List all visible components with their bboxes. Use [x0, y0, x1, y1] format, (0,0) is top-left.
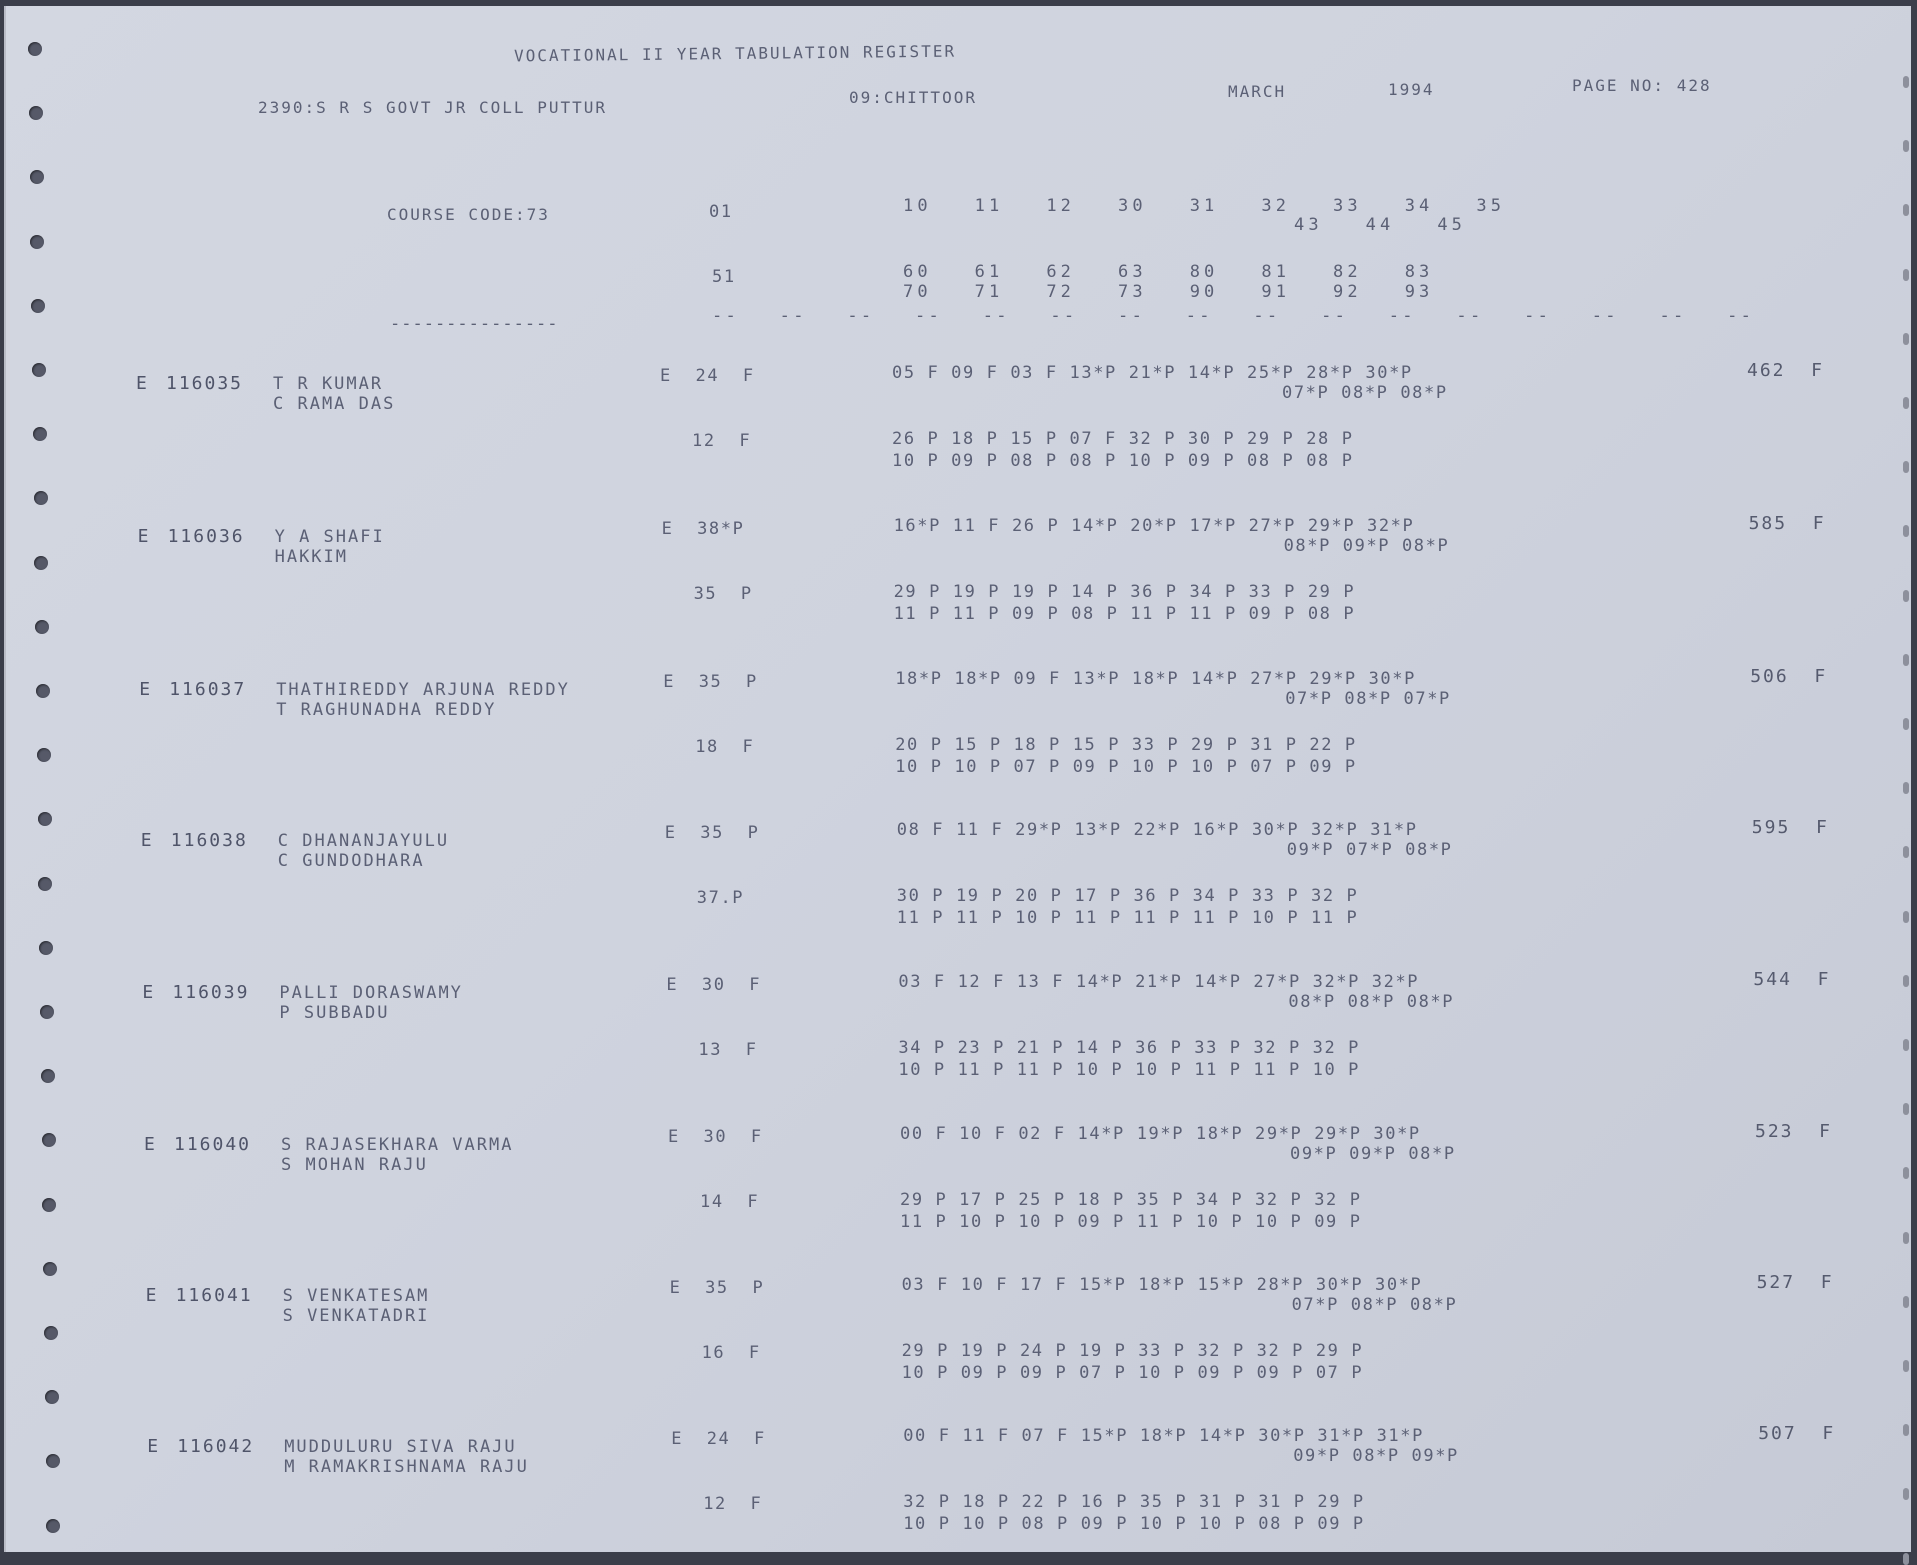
student-name: T R KUMAR — [273, 374, 384, 394]
marks-line-4: 10 P 11 P 11 P 10 P 10 P 11 P 11 P 10 P — [898, 1060, 1360, 1080]
sprocket-hole — [28, 42, 42, 56]
language-marks-2: 12 F — [703, 1494, 763, 1514]
sprocket-hole — [1903, 590, 1909, 602]
sprocket-hole — [1903, 1039, 1909, 1051]
record-medium: E — [136, 373, 149, 394]
sprocket-hole — [1903, 654, 1909, 666]
marks-line-1: 00 F 10 F 02 F 14*P 19*P 18*P 29*P 29*P 30*P — [900, 1124, 1421, 1144]
sprocket-hole — [1903, 1553, 1909, 1565]
separator-left: --------------- — [390, 314, 559, 334]
sprocket-hole — [32, 363, 46, 377]
sprocket-hole — [1903, 1296, 1909, 1308]
language-marks-2: 12 F — [692, 431, 752, 451]
marks-line-3: 29 P 17 P 25 P 18 P 35 P 34 P 32 P 32 P — [900, 1190, 1362, 1210]
father-name: T RAGHUNADHA REDDY — [276, 700, 497, 720]
separator-right: -- -- -- -- -- -- -- -- -- -- -- -- -- -- -- -- — [712, 306, 1755, 326]
code-col-first: 01 — [709, 202, 733, 222]
record-number: 116035 — [166, 373, 244, 394]
exam-month: MARCH — [1228, 82, 1287, 101]
record-medium: E — [137, 526, 151, 547]
sprocket-hole — [40, 1005, 54, 1019]
language-marks-2: 16 F — [701, 1343, 761, 1363]
marks-line-1: 05 F 09 F 03 F 13*P 21*P 14*P 25*P 28*P 30*P — [892, 363, 1413, 383]
sprocket-hole — [42, 1198, 56, 1212]
marks-line-1: 08 F 11 F 29*P 13*P 22*P 16*P 30*P 32*P 31*P — [896, 820, 1418, 840]
marks-line-3: 32 P 18 P 22 P 16 P 35 P 31 P 31 P 29 P — [903, 1492, 1365, 1512]
marks-line-2: 07*P 08*P 07*P — [1285, 689, 1451, 709]
marks-line-3: 29 P 19 P 19 P 14 P 36 P 34 P 33 P 29 P — [893, 582, 1356, 602]
record-number: 116042 — [177, 1436, 255, 1457]
father-name: C GUNDODHARA — [277, 851, 425, 871]
subject-codes-row1: 10 11 12 30 31 32 33 34 35 — [903, 196, 1506, 216]
sprocket-hole — [42, 1133, 56, 1147]
student-name: PALLI DORASWAMY — [279, 983, 463, 1003]
total-result: 507 F — [1758, 1423, 1836, 1444]
sprocket-hole — [35, 620, 49, 634]
language-marks-2: 35 P — [693, 584, 753, 604]
marks-line-3: 20 P 15 P 18 P 15 P 33 P 29 P 31 P 22 P — [895, 735, 1357, 755]
sprocket-hole — [1903, 1232, 1909, 1244]
language-marks-2: 14 F — [700, 1192, 760, 1212]
marks-line-1: 16*P 11 F 26 P 14*P 20*P 17*P 27*P 29*P 32*P — [893, 516, 1415, 536]
sprocket-hole — [44, 1326, 58, 1340]
register-title: VOCATIONAL II YEAR TABULATION REGISTER — [513, 41, 957, 66]
language-marks-1: E 24 F — [660, 366, 755, 386]
sprocket-hole — [1903, 333, 1909, 345]
district-name: 09:CHITTOOR — [849, 88, 977, 107]
record-medium: E — [147, 1436, 161, 1457]
student-name: Y A SHAFI — [274, 527, 385, 547]
sprocket-hole — [1903, 1488, 1909, 1500]
student-name: THATHIREDDY ARJUNA REDDY — [276, 680, 570, 700]
sprocket-hole — [29, 106, 43, 120]
marks-line-4: 10 P 09 P 09 P 07 P 10 P 09 P 09 P 07 P — [901, 1363, 1364, 1383]
marks-line-2: 09*P 09*P 08*P — [1290, 1144, 1456, 1164]
total-result: 595 F — [1751, 817, 1829, 838]
record-medium: E — [140, 830, 154, 851]
marks-line-3: 29 P 19 P 24 P 19 P 33 P 32 P 32 P 29 P — [901, 1341, 1364, 1361]
marks-line-4: 11 P 11 P 10 P 11 P 11 P 11 P 10 P 11 P — [896, 908, 1359, 928]
marks-line-4: 10 P 10 P 08 P 09 P 10 P 10 P 08 P 09 P — [903, 1514, 1365, 1534]
marks-line-4: 10 P 10 P 07 P 09 P 10 P 10 P 07 P 09 P — [895, 757, 1357, 777]
marks-line-2: 08*P 08*P 08*P — [1288, 992, 1455, 1012]
marks-line-2: 07*P 08*P 08*P — [1291, 1295, 1458, 1315]
marks-line-4: 11 P 11 P 09 P 08 P 11 P 11 P 09 P 08 P — [893, 604, 1356, 624]
record-number: 116036 — [167, 526, 245, 547]
language-marks-1: E 35 P — [669, 1278, 765, 1298]
course-code: COURSE CODE:73 — [387, 205, 550, 224]
marks-line-1: 03 F 10 F 17 F 15*P 18*P 15*P 28*P 30*P 30*P — [901, 1275, 1423, 1295]
record-medium: E — [139, 679, 153, 700]
sprocket-hole — [41, 1069, 55, 1083]
sprocket-hole — [31, 299, 45, 313]
sprocket-hole — [34, 491, 48, 505]
subject-codes-row1b: 43 44 45 — [1294, 215, 1467, 235]
total-result: 523 F — [1755, 1121, 1833, 1142]
subject-codes-row2: 60 61 62 63 80 81 82 83 — [903, 262, 1434, 282]
total-result: 462 F — [1747, 360, 1825, 381]
language-marks-2: 37.P — [696, 888, 745, 908]
language-marks-2: 13 F — [698, 1040, 758, 1060]
sprocket-hole — [1903, 140, 1909, 152]
sprocket-hole — [37, 748, 51, 762]
sprocket-hole — [1903, 782, 1909, 794]
sprocket-hole — [43, 1262, 57, 1276]
register-sheet — [4, 6, 1911, 1552]
sprocket-hole — [1903, 525, 1909, 537]
sprocket-hole — [1903, 718, 1909, 730]
student-name: MUDDULURU SIVA RAJU — [284, 1437, 517, 1457]
marks-line-1: 18*P 18*P 09 F 13*P 18*P 14*P 27*P 29*P 30*P — [895, 669, 1416, 689]
record-number: 116038 — [170, 830, 248, 851]
sprocket-hole — [36, 684, 50, 698]
sprocket-hole — [1903, 204, 1909, 216]
record-number: 116039 — [172, 982, 250, 1003]
marks-line-3: 30 P 19 P 20 P 17 P 36 P 34 P 33 P 32 P — [896, 886, 1359, 906]
sprocket-hole — [1903, 975, 1909, 987]
sprocket-hole — [38, 877, 52, 891]
sprocket-hole — [1903, 1167, 1909, 1179]
marks-line-3: 26 P 18 P 15 P 07 F 32 P 30 P 29 P 28 P — [892, 429, 1354, 449]
record-medium: E — [142, 982, 156, 1003]
sprocket-hole — [1903, 269, 1909, 281]
record-medium: E — [144, 1134, 157, 1155]
student-name: S RAJASEKHARA VARMA — [281, 1135, 514, 1155]
marks-line-4: 10 P 09 P 08 P 08 P 10 P 09 P 08 P 08 P — [892, 451, 1354, 471]
sprocket-hole — [46, 1519, 60, 1533]
language-marks-2: 18 F — [695, 737, 755, 757]
total-result: 506 F — [1750, 666, 1828, 687]
sprocket-hole — [1903, 911, 1909, 923]
marks-line-1: 00 F 11 F 07 F 15*P 18*P 14*P 30*P 31*P 31*P — [903, 1426, 1424, 1446]
student-name: C DHANANJAYULU — [277, 831, 450, 851]
sprocket-hole — [1903, 1103, 1909, 1115]
language-marks-1: E 30 F — [668, 1127, 763, 1147]
total-result: 585 F — [1748, 513, 1826, 534]
sprocket-hole — [38, 812, 52, 826]
marks-line-2: 08*P 09*P 08*P — [1283, 536, 1450, 556]
sprocket-hole — [39, 941, 53, 955]
father-name: S MOHAN RAJU — [281, 1155, 428, 1175]
father-name: C RAMA DAS — [273, 394, 396, 414]
record-number: 116037 — [169, 679, 247, 700]
father-name: P SUBBADU — [279, 1003, 390, 1023]
subject-codes-row2b: 70 71 72 73 90 91 92 93 — [903, 282, 1434, 302]
record-number: 116040 — [174, 1134, 252, 1155]
sprocket-hole — [1903, 1424, 1909, 1436]
language-marks-1: E 35 P — [664, 823, 760, 843]
sprocket-hole — [30, 170, 44, 184]
marks-line-4: 11 P 10 P 10 P 09 P 11 P 10 P 10 P 09 P — [900, 1212, 1362, 1232]
father-name: HAKKIM — [274, 547, 349, 567]
sprocket-hole — [34, 556, 48, 570]
sprocket-hole — [1903, 461, 1909, 473]
exam-year: 1994 — [1388, 80, 1435, 99]
marks-line-3: 34 P 23 P 21 P 14 P 36 P 33 P 32 P 32 P — [898, 1038, 1360, 1058]
record-number: 116041 — [175, 1285, 253, 1306]
marks-line-2: 09*P 07*P 08*P — [1286, 840, 1453, 860]
marks-line-1: 03 F 12 F 13 F 14*P 21*P 14*P 27*P 32*P 32*P — [898, 972, 1420, 992]
language-marks-1: E 30 F — [666, 975, 762, 995]
sprocket-hole — [1903, 397, 1909, 409]
sprocket-hole — [33, 427, 47, 441]
sprocket-hole — [45, 1390, 59, 1404]
record-medium: E — [145, 1285, 159, 1306]
marks-line-2: 07*P 08*P 08*P — [1282, 383, 1448, 403]
sprocket-hole — [46, 1454, 60, 1468]
sprocket-hole — [1903, 846, 1909, 858]
sprocket-hole — [1903, 76, 1909, 88]
language-marks-1: E 24 F — [671, 1429, 766, 1449]
sprocket-hole — [1903, 1360, 1909, 1372]
student-name: S VENKATESAM — [282, 1286, 430, 1306]
total-result: 544 F — [1753, 969, 1831, 990]
father-name: M RAMAKRISHNAMA RAJU — [284, 1457, 529, 1477]
college-name: 2390:S R S GOVT JR COLL PUTTUR — [258, 98, 607, 117]
language-marks-1: E 38*P — [661, 519, 745, 539]
sprocket-hole — [30, 235, 44, 249]
father-name: S VENKATADRI — [282, 1306, 430, 1326]
marks-line-2: 09*P 08*P 09*P — [1293, 1446, 1459, 1466]
total-result: 527 F — [1756, 1272, 1834, 1293]
page-number: PAGE NO: 428 — [1572, 76, 1712, 95]
code-col-second: 51 — [712, 267, 736, 287]
language-marks-1: E 35 P — [663, 672, 758, 692]
